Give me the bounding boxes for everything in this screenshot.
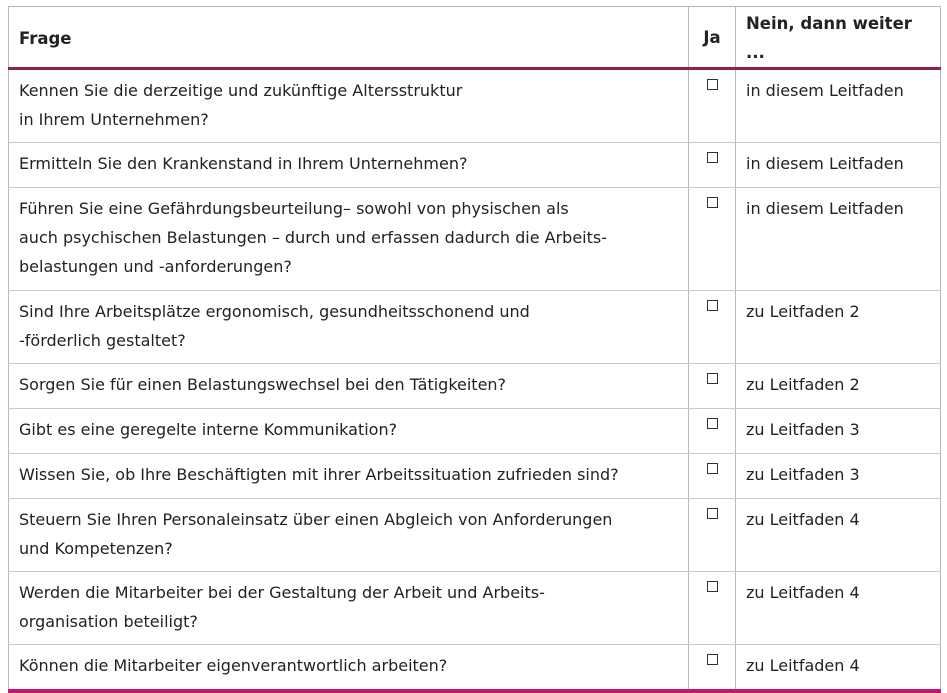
question-line: Steuern Sie Ihren Personaleinsatz über einen Abgleich von Anforderungen <box>19 510 613 529</box>
ja-cell <box>689 143 736 188</box>
ja-cell <box>689 69 736 143</box>
question-cell <box>9 364 689 409</box>
question-cell <box>9 188 689 291</box>
header-row <box>9 7 941 69</box>
next-cell: in diesem Leitfaden <box>736 69 941 143</box>
question-cell <box>9 409 689 454</box>
question-cell <box>9 143 689 188</box>
table-row <box>9 645 941 692</box>
question-line: organisation beteiligt? <box>19 612 198 631</box>
checkbox-icon[interactable] <box>707 654 718 665</box>
question-line: -förderlich gestaltet? <box>19 331 186 350</box>
ja-cell <box>689 188 736 291</box>
question-cell <box>9 572 689 645</box>
checkbox-icon[interactable] <box>707 152 718 163</box>
checkbox-icon[interactable] <box>707 508 718 519</box>
question-line: Ermitteln Sie den Krankenstand in Ihrem Unternehmen? <box>19 154 468 173</box>
table-row <box>9 188 941 291</box>
ja-cell <box>689 499 736 572</box>
next-cell: zu Leitfaden 3 <box>736 454 941 499</box>
ja-cell <box>689 645 736 692</box>
checklist-table <box>8 6 941 693</box>
table-row <box>9 69 941 143</box>
checkbox-icon[interactable] <box>707 300 718 311</box>
checkbox-icon[interactable] <box>707 581 718 592</box>
checkbox-icon[interactable] <box>707 463 718 474</box>
question-line: Können die Mitarbeiter eigenverantwortlich arbeiten? <box>19 656 448 675</box>
checkbox-icon[interactable] <box>707 418 718 429</box>
question-cell <box>9 69 689 143</box>
table-row <box>9 454 941 499</box>
table-row <box>9 409 941 454</box>
question-line: auch psychischen Belastungen – durch und erfassen dadurch die Arbeits- <box>19 228 607 247</box>
question-line: Sorgen Sie für einen Belastungswechsel bei den Tätigkeiten? <box>19 375 507 394</box>
table-row <box>9 572 941 645</box>
checkbox-icon[interactable] <box>707 197 718 208</box>
question-cell <box>9 454 689 499</box>
question-line: belastungen und -anforderungen? <box>19 257 292 276</box>
next-cell: in diesem Leitfaden <box>736 188 941 291</box>
checkbox-icon[interactable] <box>707 79 718 90</box>
next-cell: zu Leitfaden 3 <box>736 409 941 454</box>
question-line: Gibt es eine geregelte interne Kommunikation? <box>19 420 398 439</box>
header-frage: Frage <box>9 7 689 69</box>
next-cell: zu Leitfaden 4 <box>736 645 941 692</box>
ja-cell <box>689 454 736 499</box>
checkbox-icon[interactable] <box>707 373 718 384</box>
header-nein: Nein, dann weiter ... <box>736 7 941 69</box>
next-cell: zu Leitfaden 4 <box>736 499 941 572</box>
table-row <box>9 364 941 409</box>
header-ja: Ja <box>689 7 736 69</box>
question-line: Sind Ihre Arbeitsplätze ergonomisch, gesundheitsschonend und <box>19 302 530 321</box>
question-line: und Kompetenzen? <box>19 539 173 558</box>
question-line: in Ihrem Unternehmen? <box>19 110 209 129</box>
checklist-table-container <box>8 6 940 693</box>
ja-cell <box>689 572 736 645</box>
question-cell <box>9 291 689 364</box>
table-row <box>9 291 941 364</box>
table-row <box>9 143 941 188</box>
question-line: Werden die Mitarbeiter bei der Gestaltung der Arbeit und Arbeits- <box>19 583 545 602</box>
next-cell: in diesem Leitfaden <box>736 143 941 188</box>
table-row <box>9 499 941 572</box>
ja-cell <box>689 364 736 409</box>
question-cell <box>9 499 689 572</box>
question-line: Kennen Sie die derzeitige und zukünftige Altersstruktur <box>19 81 463 100</box>
next-cell: zu Leitfaden 4 <box>736 572 941 645</box>
question-line: Führen Sie eine Gefährdungsbeurteilung– sowohl von physischen als <box>19 199 569 218</box>
ja-cell <box>689 291 736 364</box>
next-cell: zu Leitfaden 2 <box>736 291 941 364</box>
question-line: Wissen Sie, ob Ihre Beschäftigten mit ihrer Arbeitssituation zufrieden sind? <box>19 465 619 484</box>
next-cell: zu Leitfaden 2 <box>736 364 941 409</box>
question-cell <box>9 645 689 692</box>
ja-cell <box>689 409 736 454</box>
